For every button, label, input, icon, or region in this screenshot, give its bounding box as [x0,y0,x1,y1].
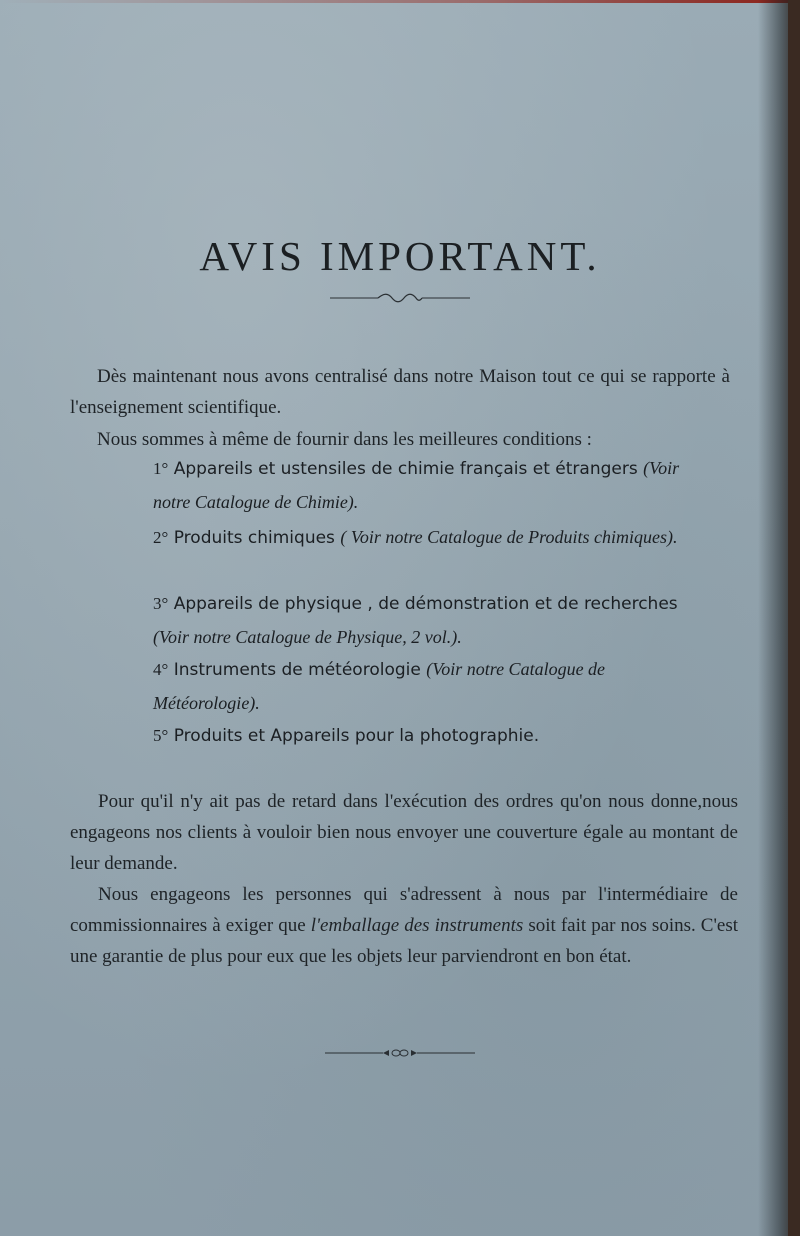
list-item-reference: ( Voir notre Catalogue de Produits chimiques). [340,527,678,547]
list-item-number: 5° [153,726,169,745]
list-item-number: 3° [153,594,169,613]
closing-paragraph-2 [70,879,738,972]
list-item [153,521,713,555]
flourish-ornament-icon [0,1045,800,1063]
list-item-text: Appareils et ustensiles de chimie français et étrangers [173,459,638,479]
list-item-reference: (Voir notre Catalogue de Chimie). [153,458,680,512]
closing-paragraph-2-end: soit fait par nos soins. C'est une garantie de plus pour eux que les objets leur parviendront en bon état. [70,915,738,967]
intro-paragraph-1: Dès maintenant nous avons centralisé dans notre Maison tout ce qui se rapporte à l'enseignement scientifique. [70,366,730,418]
list-item [153,719,713,753]
intro-paragraph-2: Nous sommes à même de fournir dans les meilleures conditions : [97,429,592,450]
list-item-text: Appareils de physique , de démonstration et de recherches [173,594,678,614]
list-item-text: Produits chimiques [173,528,335,548]
list-item [153,653,713,721]
list-item [153,587,713,655]
list-item-number: 4° [153,660,169,679]
list-item [153,452,713,520]
list-item-reference: (Voir notre Catalogue de Physique, 2 vol.). [153,627,462,647]
closing-paragraph-1: Pour qu'il n'y ait pas de retard dans l'exécution des ordres qu'on nous donne,nous engageons nos clients à vouloir bien nous envoyer une couverture égale au montant de leur demande. [70,791,738,874]
list-item-text: Instruments de météorologie [173,660,421,680]
closing-paragraph-2-start: Nous engageons les personnes qui s'adressent à nous par l'intermédiaire de commissionnaires à exiger que [70,884,738,936]
list-item-reference: (Voir notre Catalogue de Météorologie). [153,659,606,713]
page-title: AVIS IMPORTANT. [199,233,601,280]
closing-paragraph-2-emphasis: l'emballage des instruments [310,915,524,936]
flourish-ornament-icon [0,290,800,308]
top-edge-line [0,0,800,3]
list-item-text: Produits et Appareils pour la photographie. [173,726,540,746]
list-item-number: 1° [153,459,169,478]
list-item-number: 2° [153,528,169,547]
